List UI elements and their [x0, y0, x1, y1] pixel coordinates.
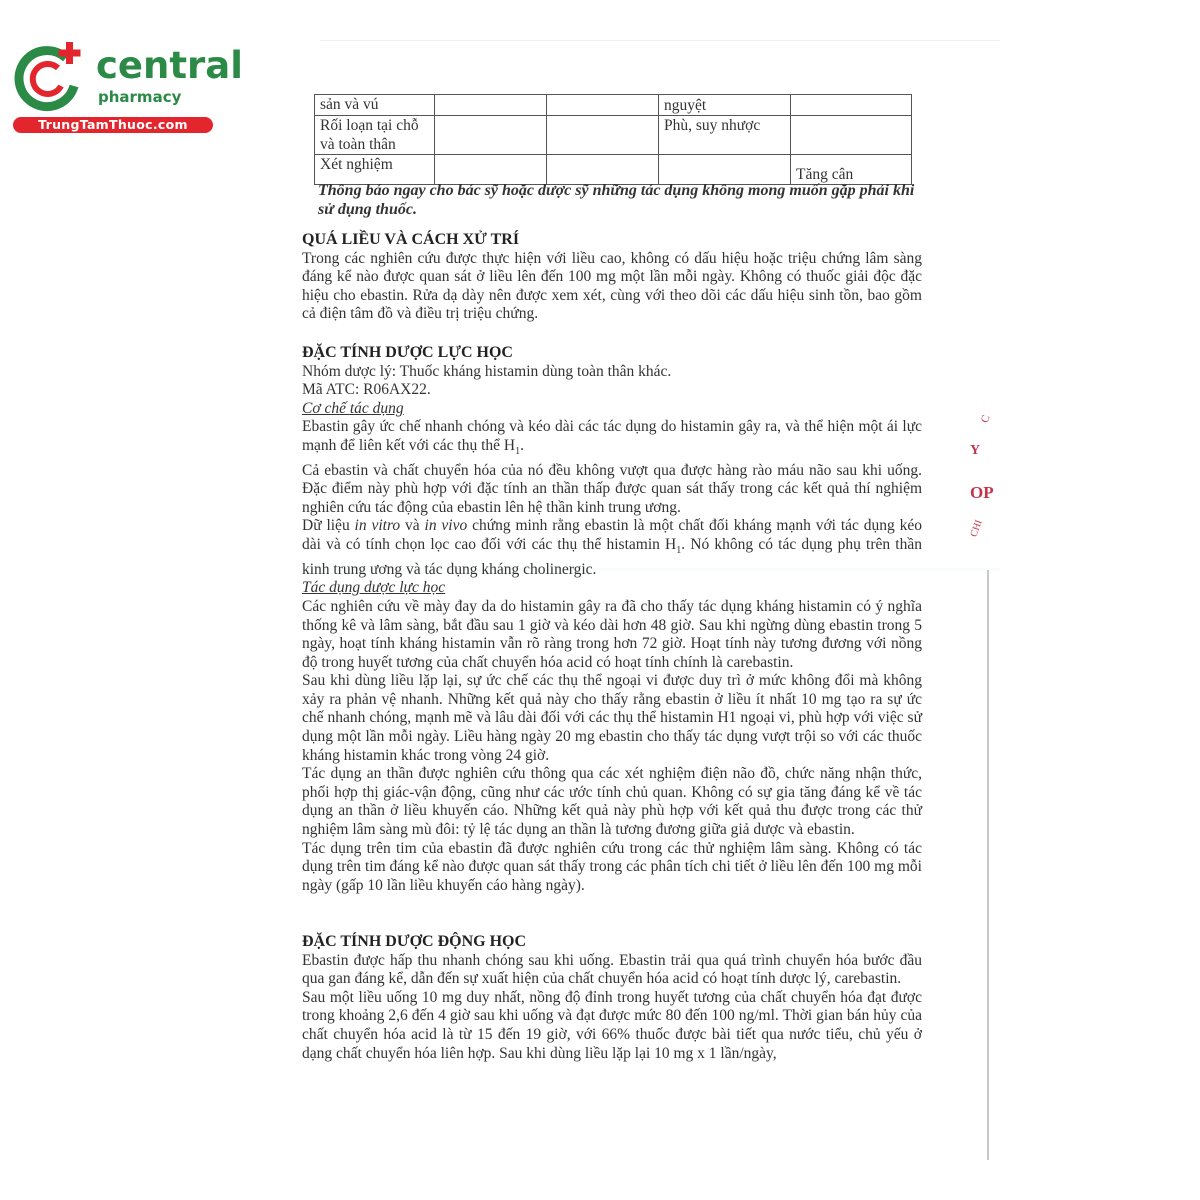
table-row: [315, 116, 912, 155]
drug-group: Nhóm dược lý: Thuốc kháng histamin dùng toàn thân khác.: [302, 362, 672, 380]
table-cell: Xét nghiệm: [315, 155, 435, 185]
brand-subtitle: pharmacy: [98, 88, 182, 106]
table-cell: Tăng cân: [791, 155, 912, 185]
table-cell: [791, 116, 912, 155]
section-heading-pharmacokinetics: ĐẶC TÍNH DƯỢC ĐỘNG HỌC: [302, 933, 527, 950]
pharmacy-cross-c-icon: [14, 40, 86, 112]
pharmacodynamics-section: [302, 344, 922, 895]
pharmacokinetics-paragraph-1: Ebastin được hấp thu nhanh chóng sau khi uống. Ebastin trải qua quá trình chuyển hóa bước đầu qua gan đáng kể, dẫn đến sự xuất hiện của chất chuyển hóa acid có hoạt tính dược lý, carebastin.: [302, 951, 922, 988]
section-heading-pharmacodynamics: ĐẶC TÍNH DƯỢC LỰC HỌC: [302, 344, 513, 361]
red-stamp-fragment: C Y OP CHI: [968, 413, 994, 539]
effects-paragraph-1: Các nghiên cứu về mày đay da do histamin gây ra đã cho thấy tác dụng kháng histamin có ý nghĩa thống kê và lâm sàng, bắt đầu sau 1 giờ và kéo dài hơn 48 giờ. Sau khi ngừng dùng ebastin trong 5 ngày, hoạt tính kháng histamin vẫn rõ ràng trong hơn 72 giờ. Hoạt tính này tương đương với nồng độ trong huyết tương của chất chuyển hóa acid có hoạt tính chính là carebastin.: [302, 597, 922, 671]
mechanism-paragraph-3: Dữ liệu in vitro và in vivo chứng minh rằng ebastin là một chất đối kháng mạnh với tác dụng kéo dài và có tính chọn lọc cao đối với các thụ thể histamin $H_1$. Nó không có tác dụng phụ trên thần kinh trung ương và tác dụng kháng cholinergic.: [302, 517, 922, 578]
mechanism-paragraph-2: Cả ebastin và chất chuyển hóa của nó đều không vượt qua được hàng rào máu não sau khi uống. Đặc điểm này phù hợp với đặc tính an thần thấp được quan sát thấy trong các kết quả thí nghiệm nghiên cứu tác động của ebastin lên hệ thần kinh trung ương.: [302, 461, 922, 516]
overdose-paragraph: Trong các nghiên cứu được thực hiện với liều cao, không có dấu hiệu hoặc triệu chứng lâm sàng đáng kể nào được quan sát ở liều lên đến 100 mg một lần mỗi ngày. Không có thuốc giải độc đặc hiệu cho ebastin. Rửa dạ dày nên được xem xét, cùng với theo dõi các dấu hiệu sinh tồn, bao gồm cả điện tâm đồ và điều trị triệu chứng.: [302, 249, 922, 323]
mechanism-paragraph-1: Ebastin gây ức chế nhanh chóng và kéo dài các tác dụng do histamin gây ra, và thể hiện một ái lực mạnh để liên kết với các thụ thể $H_1$.: [302, 418, 922, 458]
site-url-badge[interactable]: TrungTamThuoc.com: [13, 117, 213, 133]
central-pharmacy-logo: [10, 38, 243, 138]
pharmacokinetics-section: [302, 933, 922, 1063]
table-cell: sản và vú: [315, 95, 435, 116]
subheading-pharmacodynamic-effects: Tác dụng dược lực học: [302, 579, 446, 597]
pharmacokinetics-paragraph-2: Sau một liều uống 10 mg duy nhất, nồng độ đỉnh trong huyết tương của chất chuyển hóa đạt được trong khoảng 2,6 đến 4 giờ sau khi uống và đạt được mức 80 đến 100 ng/ml. Thời gian bán hủy của chất chuyển hóa acid là từ 15 đến 19 giờ, với 66% thuốc được bài tiết qua nước tiểu, chủ yếu ở dạng chất chuyển hóa liên hợp. Sau khi dùng liều lặp lại 10 mg x 1 lần/ngày,: [302, 988, 922, 1062]
overdose-section: [302, 231, 922, 324]
table-cell: Rối loạn tại chỗ và toàn thân: [315, 116, 435, 155]
adverse-effects-table: [314, 94, 912, 185]
effects-paragraph-4: Tác dụng trên tim của ebastin đã được nghiên cứu trong các thử nghiệm lâm sàng. Không có tác dụng trên tim đáng kể nào được quan sát thấy trong các phân tích chi tiết ở liều lên đến 100 mg mỗi ngày (gấp 10 lần liều khuyến cáo hàng ngày).: [302, 839, 922, 894]
table-cell: [547, 155, 659, 185]
subheading-mechanism: Cơ chế tác dụng: [302, 399, 404, 417]
table-cell: [791, 95, 912, 116]
table-cell: [435, 95, 547, 116]
scan-artifact-line: [320, 40, 1000, 41]
brand-name: central: [96, 44, 243, 87]
table-row: [315, 155, 912, 185]
report-side-effects-note: Thông báo ngay cho bác sỹ hoặc dược sỹ những tác dụng không mong muốn gặp phải khi sử dụng thuốc.: [318, 182, 915, 218]
page-edge-line: [987, 570, 989, 1160]
table-cell: [547, 116, 659, 155]
table-cell: nguyệt: [659, 95, 791, 116]
atc-code: Mã ATC: R06AX22.: [302, 381, 431, 399]
table-cell: [435, 155, 547, 185]
section-heading-overdose: QUÁ LIỀU VÀ CÁCH XỬ TRÍ: [302, 231, 520, 248]
table-row: [315, 95, 912, 116]
effects-paragraph-2: Sau khi dùng liều lặp lại, sự ức chế các thụ thể ngoại vi được duy trì ở mức không đổi mà không xảy ra phản vệ nhanh. Những kết quả này cho thấy rằng ebastin ở liều ít nhất 10 mg tạo ra sự ức chế nhanh chóng, mạnh mẽ và lâu dài đối với các thụ thể histamin H1 ngoại vi, phù hợp với việc sử dụng một lần mỗi ngày. Liều hàng ngày 20 mg ebastin cho thấy tác dụng vượt trội so với các thuốc kháng histamin khác trong vòng 24 giờ.: [302, 672, 922, 764]
table-cell: Phù, suy nhược: [659, 116, 791, 155]
table-cell: [435, 116, 547, 155]
table-cell: [547, 95, 659, 116]
table-cell: [659, 155, 791, 185]
effects-paragraph-3: Tác dụng an thần được nghiên cứu thông qua các xét nghiệm điện não đồ, chức năng nhận thức, phối hợp thị giác-vận động, cũng như các ước tính chủ quan. Không có sự gia tăng đáng kể về tác dụng an thần ở liều khuyến cáo. Những kết quả này phù hợp với kết quả thu được trong các thử nghiệm lâm sàng mù đôi: tỷ lệ tác dụng an thần là tương đương giữa giả dược và ebastin.: [302, 765, 922, 839]
